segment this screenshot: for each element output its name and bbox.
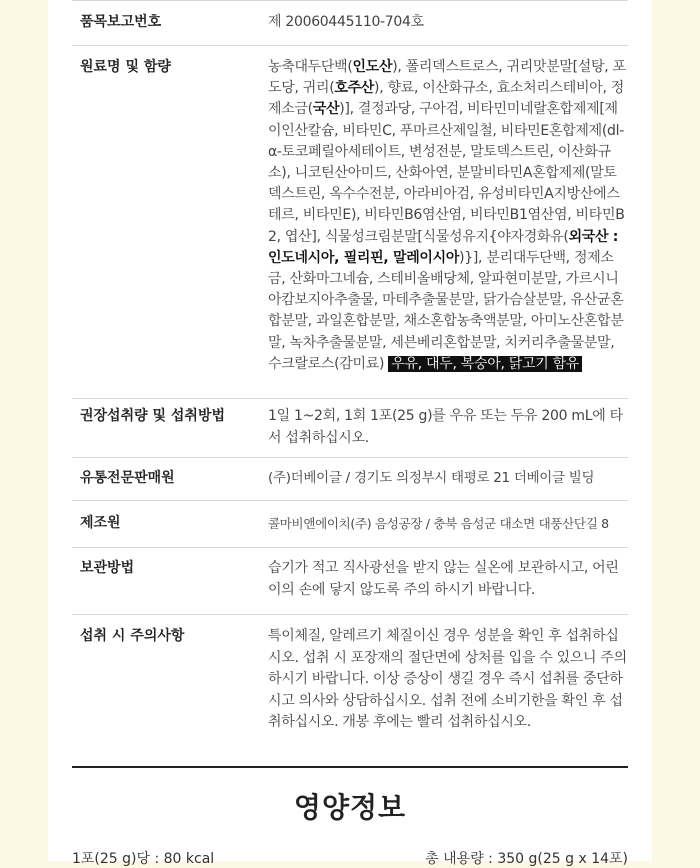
table-row-intake (72, 399, 628, 458)
row-label: 섭취 시 주의사항 (80, 628, 185, 644)
row-value: 제 20060445110-704호 (268, 14, 424, 31)
serving-calories: 1포(25 g)당 : 80 kcal (72, 851, 215, 867)
row-value: 특이체질, 알레르기 체질이신 경우 성분을 확인 후 섭취하십시오. 섭취 시 포장재의 절단면에 상처를 입을 수 있으니 주의하시기 바랍니다. 이상 증상이 생길 경우 즉시 섭취를 중단하시고 의사와 상담하십시오. 섭취 전에 소비기한을 확인 후 섭취하십시오. 개봉 후에는 빨리 섭취하십시오. (268, 628, 627, 731)
row-label: 제조원 (80, 515, 121, 532)
row-value: 1일 1~2회, 1회 1포(25 g)를 우유 또는 두유 200 mL에 타서 섭취하십시오. (268, 408, 623, 446)
origin-foreign: 외국산 : 인도네시아, 필리핀, 말레이시아 (268, 228, 619, 266)
ingredients-segment: ), 폴리덱스트로스, 귀리맛분말[설탕, 포도당, 귀리( (268, 59, 626, 97)
table-row-storage (72, 548, 628, 615)
origin-india: 인도산 (352, 59, 393, 75)
origin-domestic: 국산 (312, 101, 340, 118)
product-info-sheet (48, 0, 652, 867)
ingredients-text (268, 57, 628, 398)
ingredients-segment: )}], 분리대두단백, 정제소금, 산화마그네슘, 스테비올배당체, 알파현미분말, 가르시니아캄보지아추출물, 마테추출물분말, 닭가슴살분말, 유산균혼합분말, 과일혼합분말, 채소혼합농축액분말, 아미노산혼합분말, 녹차추출물분말, 세븐베리혼합분말, 치커리추출물분말, 수크랄로스(감미료) (268, 249, 624, 372)
row-value: 습기가 적고 직사광선을 받지 않는 실온에 보관하시고, 어린이의 손에 닿지 않도록 주의 하시기 바랍니다. (268, 560, 619, 598)
table-row-precautions (72, 615, 628, 755)
total-content: 총 내용량 : 350 g(25 g x 14포) (425, 851, 628, 867)
allergen-notice: 우유, 대두, 복숭아, 닭고기 함유 (388, 356, 582, 372)
row-label: 권장섭취량 및 섭취방법 (80, 408, 225, 424)
section-divider (72, 766, 628, 768)
table-row-ingredients (72, 46, 628, 399)
ingredients-segment: )], 결정과당, 구아검, 비타민미네랄혼합제제[제이인산칼슘, 비타민C, 푸마르산제일철, 비타민E혼합제제(dl-α-토코페릴아세테이트, 변성전분, 말토덱스트린, 이산화규소), 니코틴산아미드, 산화아연, 분말비타민A혼합제제(말토덱스트린, 옥수수전분, 아라비아검, 유성비타민A지방산에스테르, 비타민E), 비타민B6염산염, 비타민B1염산염, 비타민B2, 엽산], 식물성크림분말[식물성유지{야자경화유( (268, 101, 625, 245)
row-value: (주)더베이글 / 경기도 의정부시 태평로 21 더베이글 빌딩 (268, 470, 595, 487)
table-row-report-number (72, 0, 628, 46)
nutrition-heading: 영양정보 (293, 791, 407, 824)
table-row-manufacturer (72, 501, 628, 548)
table-row-distributor (72, 458, 628, 501)
row-value: 콜마비앤에이치(주) 음성공장 / 충북 음성군 대소면 대풍산단길 8 (268, 516, 609, 532)
ingredients-segment: 농축대두단백( (268, 59, 353, 75)
nutrition-summary (72, 848, 628, 868)
origin-australia: 호주산 (334, 80, 375, 97)
row-label: 보관방법 (80, 560, 135, 576)
row-label: 품목보고번호 (80, 14, 162, 31)
row-label: 유통전문판매원 (80, 470, 175, 487)
ingredients-segment: ), 향료, 이산화규소, 효소처리스테비아, 정제소금( (268, 80, 624, 118)
row-label: 원료명 및 함량 (80, 59, 171, 75)
product-info-table (72, 0, 628, 755)
